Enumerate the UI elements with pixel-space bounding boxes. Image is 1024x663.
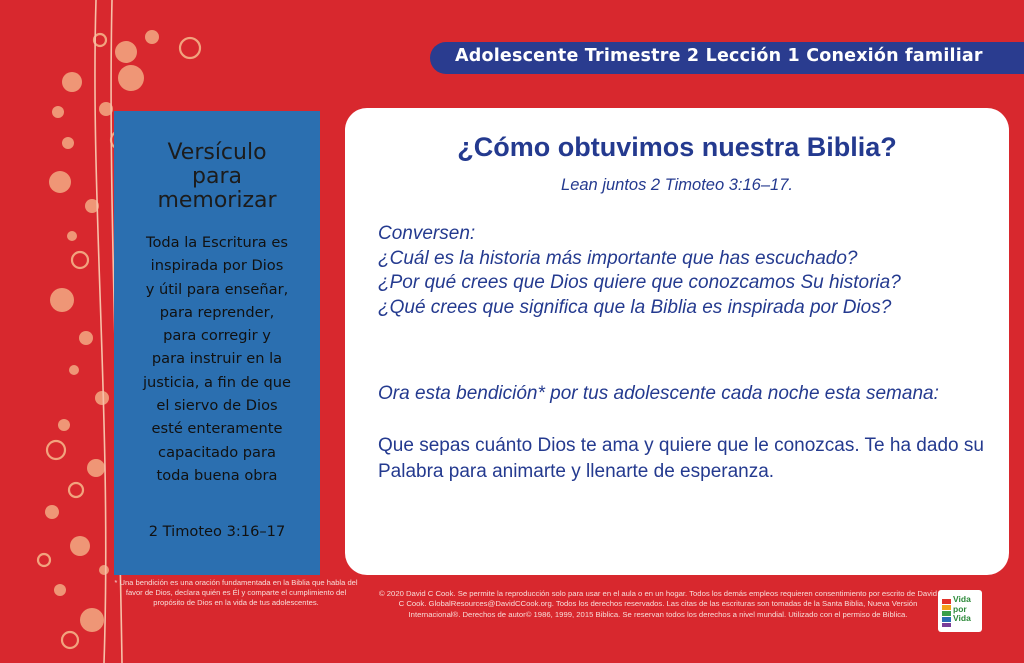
logo-stripes-icon xyxy=(942,599,951,627)
prayer-intro: Ora esta bendición* por tus adolescente cada noche esta semana: xyxy=(378,383,939,404)
content-card xyxy=(345,108,1009,575)
vida-por-vida-logo xyxy=(938,590,982,632)
memory-verse-reference: 2 Timoteo 3:16–17 xyxy=(148,523,286,540)
discussion-label: Conversen: xyxy=(378,223,476,244)
logo-text: Vida por Vida xyxy=(953,594,971,623)
card-subtitle: Lean juntos 2 Timoteo 3:16–17. xyxy=(561,176,793,194)
header-title: Adolescente Trimestre 2 Lección 1 Conexión familiar xyxy=(455,46,983,66)
discussion-question: ¿Qué crees que significa que la Biblia es inspirada por Dios? xyxy=(378,296,892,318)
copyright-notice: © 2020 David C Cook. Se permite la reproducción solo para usar en el aula o en un hogar. Todos los demás empleos requieren consentimiento por escrito de David C Cook. GlobalResources@DavidCCook.org. Todos los derechos reservados. Las citas de las escrituras son tomadas de la Santa Biblia, Nueva Versión Internacional®. Derechos de autor© 1986, 1999, 2015 Biblica. Se reservan todos los derechos a nivel mundial. Utilizado con el permiso de Biblica. xyxy=(378,589,938,619)
card-title: ¿Cómo obtuvimos nuestra Biblia? xyxy=(457,132,897,162)
blessing-text: Que sepas cuánto Dios te ama y quiere que le conozcas. Te ha dado su Palabra para animarte y llenarte de esperanza. xyxy=(378,435,984,482)
memory-verse-panel xyxy=(114,111,320,575)
memory-verse-text: Toda la Escritura es inspirada por Dios y útil para enseñar, para reprender, para corregir y para instruir en la justicia, a fin de que el siervo de Dios esté enteramente capacitado para toda buena obra xyxy=(142,234,292,484)
memory-verse-heading: Versículo para memorizar xyxy=(157,140,277,213)
discussion-questions xyxy=(378,222,1003,320)
discussion-question: ¿Por qué crees que Dios quiere que conozcamos Su historia? xyxy=(378,272,901,293)
discussion-question: ¿Cuál es la historia más importante que has escuchado? xyxy=(378,247,858,269)
blessing-footnote: * Una bendición es una oración fundamentada en la Biblia que habla del favor de Dios, declara quién es Él y comparte el cumplimiento del propósito de Dios en la vida de tus adolescentes. xyxy=(114,578,358,607)
